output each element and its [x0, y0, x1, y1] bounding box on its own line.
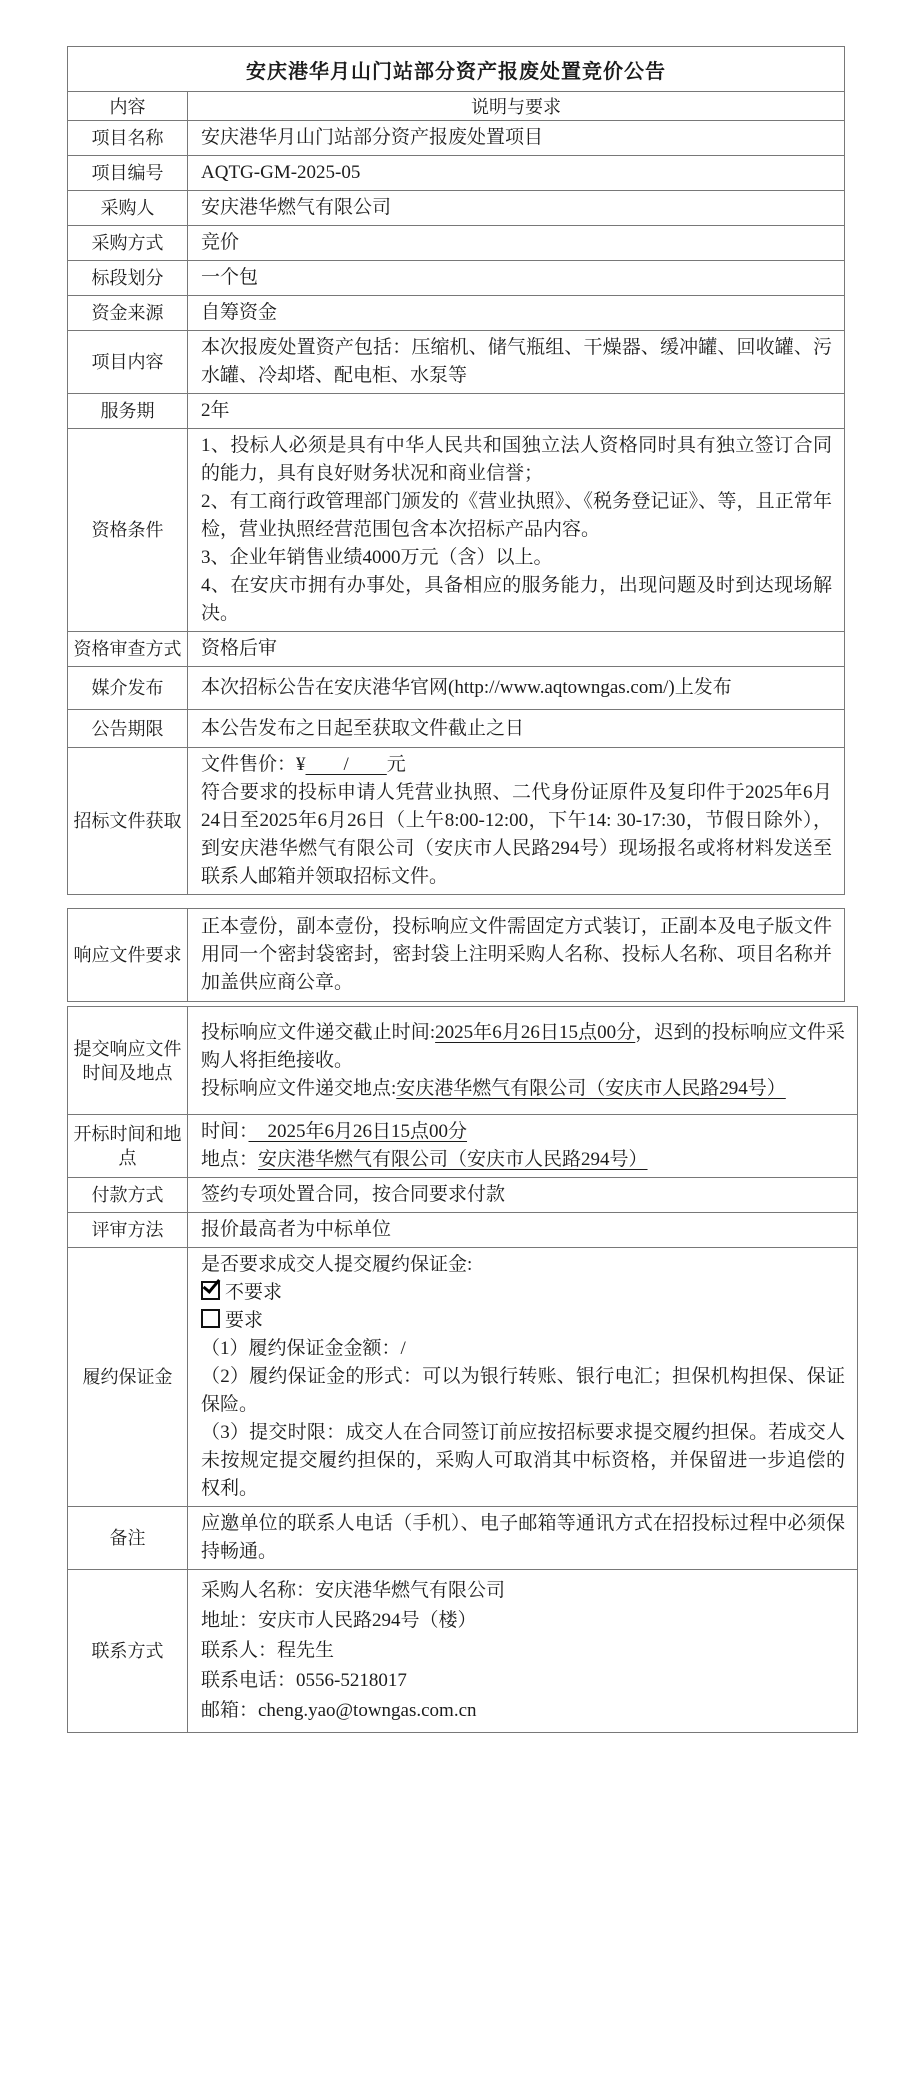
table-row-bond	[68, 1248, 858, 1507]
checkbox-unchecked-icon	[201, 1309, 220, 1328]
contact-address: 地址：安庆市人民路294号（楼）	[201, 1610, 477, 1631]
contact-person: 联系人：程先生	[201, 1640, 335, 1661]
row-value: AQTG-GM-2025-05	[188, 156, 845, 191]
contact-email: 邮箱：cheng.yao@towngas.com.cn	[201, 1700, 477, 1721]
table-row-doc-obtain	[68, 748, 845, 895]
row-label: 开标时间和地点	[68, 1115, 188, 1178]
table-row-response-doc	[68, 909, 845, 1002]
row-value	[188, 1248, 858, 1507]
table-row-sections	[68, 261, 845, 296]
table-row-funds	[68, 296, 845, 331]
title-row	[68, 47, 845, 92]
price-blank-underline: /	[305, 754, 387, 775]
table-row-project-content	[68, 331, 845, 394]
row-label: 采购人	[68, 191, 188, 226]
qualification-item: 1、投标人必须是具有中华人民共和国独立法人资格同时具有独立签订合同的能力，具有良好财务状况和商业信誉；	[201, 435, 832, 484]
row-value	[188, 429, 845, 632]
row-label: 媒介发布	[68, 667, 188, 710]
table-row-project-name	[68, 121, 845, 156]
row-value: 正本壹份，副本壹份，投标响应文件需固定方式装订，正副本及电子版文件用同一个密封袋密封，密封袋上注明采购人名称、投标人名称、项目名称并加盖供应商公章。	[188, 909, 845, 1002]
announcement-table-response	[67, 908, 845, 1002]
row-value: 安庆港华燃气有限公司	[188, 191, 845, 226]
doc-price-line: 文件售价：¥ / 元	[201, 754, 406, 775]
bond-item: （3）提交时限：成交人在合同签订前应按招标要求提交履约担保。若成交人未按规定提交履约担保的，采购人可取消其中标资格，并保留进一步追偿的权利。	[201, 1422, 845, 1499]
row-value: 2年	[188, 394, 845, 429]
table-row-media	[68, 667, 845, 710]
place-underline: 安庆港华燃气有限公司（安庆市人民路294号）	[396, 1077, 786, 1099]
contact-purchaser: 采购人名称：安庆港华燃气有限公司	[201, 1580, 506, 1601]
column-header-desc: 说明与要求	[188, 92, 845, 121]
row-label: 资格条件	[68, 429, 188, 632]
row-value	[188, 1115, 858, 1178]
row-value: 签约专项处置合同，按合同要求付款	[188, 1178, 858, 1213]
row-value: 一个包	[188, 261, 845, 296]
row-value: 应邀单位的联系人电话（手机）、电子邮箱等通讯方式在招投标过程中必须保持畅通。	[188, 1507, 858, 1570]
row-label: 履约保证金	[68, 1248, 188, 1507]
bond-question: 是否要求成交人提交履约保证金:	[201, 1254, 473, 1275]
table-row-payment	[68, 1178, 858, 1213]
opening-place-underline: 安庆港华燃气有限公司（安庆市人民路294号）	[258, 1149, 648, 1170]
row-value	[188, 1007, 858, 1115]
table-row-purchaser	[68, 191, 845, 226]
table-row-remark	[68, 1507, 858, 1570]
row-value: 安庆港华月山门站部分资产报废处置项目	[188, 121, 845, 156]
opening-time: 时间： 2025年6月26日15点00分	[201, 1121, 468, 1142]
row-label: 资格审查方式	[68, 632, 188, 667]
row-label: 项目内容	[68, 331, 188, 394]
row-value	[188, 1570, 858, 1733]
announcement-document	[67, 46, 858, 1733]
row-label: 项目名称	[68, 121, 188, 156]
row-label: 招标文件获取	[68, 748, 188, 895]
opening-place: 地点：安庆港华燃气有限公司（安庆市人民路294号）	[201, 1149, 648, 1170]
row-label: 响应文件要求	[68, 909, 188, 1002]
table-row-opening	[68, 1115, 858, 1178]
doc-obtain-paragraph: 符合要求的投标申请人凭营业执照、二代身份证原件及复印件于2025年6月24日至2025年6月26日（上午8:00-12:00，下午14: 30-17:30，节假日除外），到安庆港华燃气有限公司（安庆市人民路294号）现场报名或将材料发送至联系人邮箱并领取招标文件。	[201, 782, 832, 887]
qualification-item: 2、有工商行政管理部门颁发的《营业执照》、《税务登记证》、等，且正常年检，营业执照经营范围包含本次招标产品内容。	[201, 491, 832, 540]
row-label: 备注	[68, 1507, 188, 1570]
header-row	[68, 92, 845, 121]
table-row-evaluation	[68, 1213, 858, 1248]
row-label: 提交响应文件时间及地点	[68, 1007, 188, 1115]
row-label: 资金来源	[68, 296, 188, 331]
table-row-review-method	[68, 632, 845, 667]
table-row-method	[68, 226, 845, 261]
row-label: 标段划分	[68, 261, 188, 296]
row-value: 本次报废处置资产包括：压缩机、储气瓶组、干燥器、缓冲罐、回收罐、污水罐、冷却塔、配电柜、水泵等	[188, 331, 845, 394]
row-label: 公告期限	[68, 710, 188, 748]
table-row-notice-period	[68, 710, 845, 748]
bond-option-yes: 要求	[201, 1307, 845, 1335]
row-label: 付款方式	[68, 1178, 188, 1213]
bond-item: （1）履约保证金金额：/	[201, 1338, 406, 1359]
page-title: 安庆港华月山门站部分资产报废处置竞价公告	[68, 47, 845, 92]
table-row-project-no	[68, 156, 845, 191]
submission-deadline: 投标响应文件递交截止时间:2025年6月26日15点00分，迟到的投标响应文件采购人将拒绝接收。	[201, 1021, 845, 1071]
row-label: 联系方式	[68, 1570, 188, 1733]
opening-time-underline: 2025年6月26日15点00分	[248, 1121, 468, 1142]
bond-option-no: 不要求	[201, 1279, 845, 1307]
row-value: 资格后审	[188, 632, 845, 667]
row-label: 服务期	[68, 394, 188, 429]
row-value: 自筹资金	[188, 296, 845, 331]
row-value: 本次招标公告在安庆港华官网(http://www.aqtowngas.com/)上发布	[188, 667, 845, 710]
row-value	[188, 748, 845, 895]
contact-phone: 联系电话：0556-5218017	[201, 1670, 407, 1691]
row-value: 竞价	[188, 226, 845, 261]
submission-place: 投标响应文件递交地点:安庆港华燃气有限公司（安庆市人民路294号）	[201, 1077, 786, 1099]
row-label: 采购方式	[68, 226, 188, 261]
column-header-content: 内容	[68, 92, 188, 121]
qualification-item: 4、在安庆市拥有办事处，具备相应的服务能力，出现问题及时到达现场解决。	[201, 575, 832, 624]
table-row-qualification	[68, 429, 845, 632]
table-row-service-period	[68, 394, 845, 429]
checkbox-checked-icon	[201, 1281, 220, 1300]
deadline-underline: 2025年6月26日15点00分	[435, 1021, 636, 1043]
announcement-table-bidding	[67, 1006, 858, 1733]
row-label: 评审方法	[68, 1213, 188, 1248]
row-value: 报价最高者为中标单位	[188, 1213, 858, 1248]
table-row-contact	[68, 1570, 858, 1733]
announcement-table-main	[67, 46, 845, 895]
table-row-submission	[68, 1007, 858, 1115]
row-value: 本公告发布之日起至获取文件截止之日	[188, 710, 845, 748]
row-label: 项目编号	[68, 156, 188, 191]
bond-item: （2）履约保证金的形式：可以为银行转账、银行电汇；担保机构担保、保证保险。	[201, 1366, 845, 1415]
qualification-item: 3、企业年销售业绩4000万元（含）以上。	[201, 547, 553, 568]
